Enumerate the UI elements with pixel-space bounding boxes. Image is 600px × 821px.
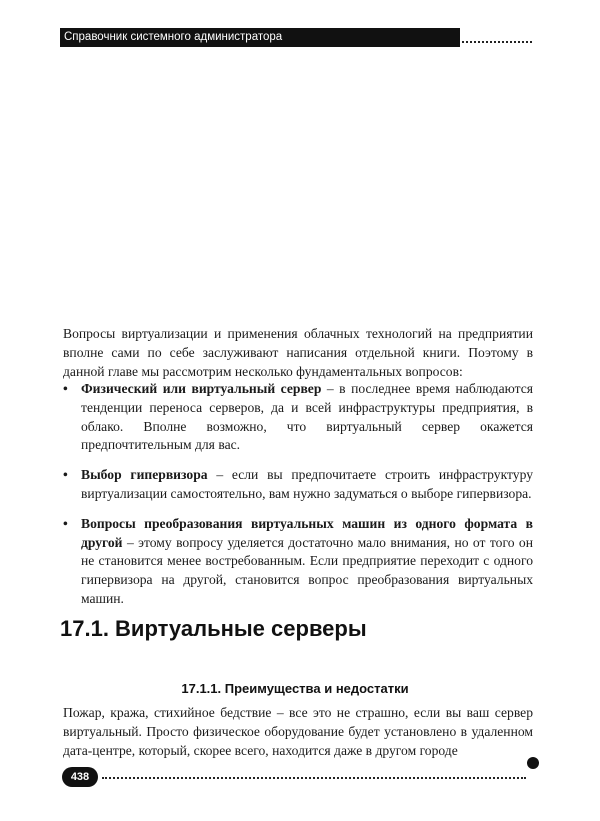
bullet-icon: • bbox=[63, 381, 68, 396]
section-heading: 17.1.1. Преимущества и недостатки bbox=[181, 681, 409, 696]
running-header bbox=[60, 28, 460, 47]
list-item bbox=[63, 380, 533, 455]
list-item-term: Вопросы преобразования виртуальных машин из одного формата в другой bbox=[81, 515, 533, 550]
list-item bbox=[63, 466, 533, 504]
footer-dot-marker bbox=[527, 757, 539, 769]
bullet-icon: • bbox=[63, 515, 68, 531]
intro-paragraph: Вопросы виртуализации и применения облачных технологий на предприятии вполне сами по себе заслуживают написания отдельной книги. Поэтому в данной главе мы рассмотрим несколько фундаментальных вопросов: bbox=[63, 326, 533, 379]
section-paragraph: Пожар, кража, стихийное бедствие – все это не страшно, если вы ваш сервер виртуальный. Просто физическое оборудование будет установлено в удаленном дата-центре, который, скорее всего, находится даже в другом городе bbox=[63, 705, 533, 758]
footer-dotted-rule bbox=[102, 777, 526, 779]
list-item-text: – если вы предпочитаете строить инфраструктуру виртуализации самостоятельно, вам нужно задуматься о выборе гипервизора. bbox=[81, 467, 533, 501]
list-item-text: – этому вопросу уделяется достаточно мало внимания, но от того он не становится менее востребованным. Если предприятие переходит с одного гипервизора на другой, становится вопрос преобразования виртуальных машин. bbox=[81, 534, 533, 606]
list-item bbox=[63, 515, 533, 609]
list-item-term: Физический или виртуальный сервер bbox=[81, 381, 322, 396]
list-item-text: – в последнее время наблюдаются тенденции переноса серверов, да и всей инфраструктуры предприятия, в облако. Вполне возможно, что виртуальный сервер окажется предпочтительным для вас. bbox=[81, 381, 533, 453]
page-number: 438 bbox=[70, 771, 90, 783]
header-dotted-rule bbox=[462, 41, 532, 43]
page-number-badge bbox=[62, 767, 98, 787]
bullet-list bbox=[63, 380, 533, 620]
bullet-icon: • bbox=[63, 467, 68, 483]
running-title: Справочник системного администратора bbox=[64, 31, 283, 43]
list-item-term: Выбор гипервизора bbox=[81, 467, 208, 483]
chapter-heading: 17.1. Виртуальные серверы bbox=[60, 616, 367, 641]
